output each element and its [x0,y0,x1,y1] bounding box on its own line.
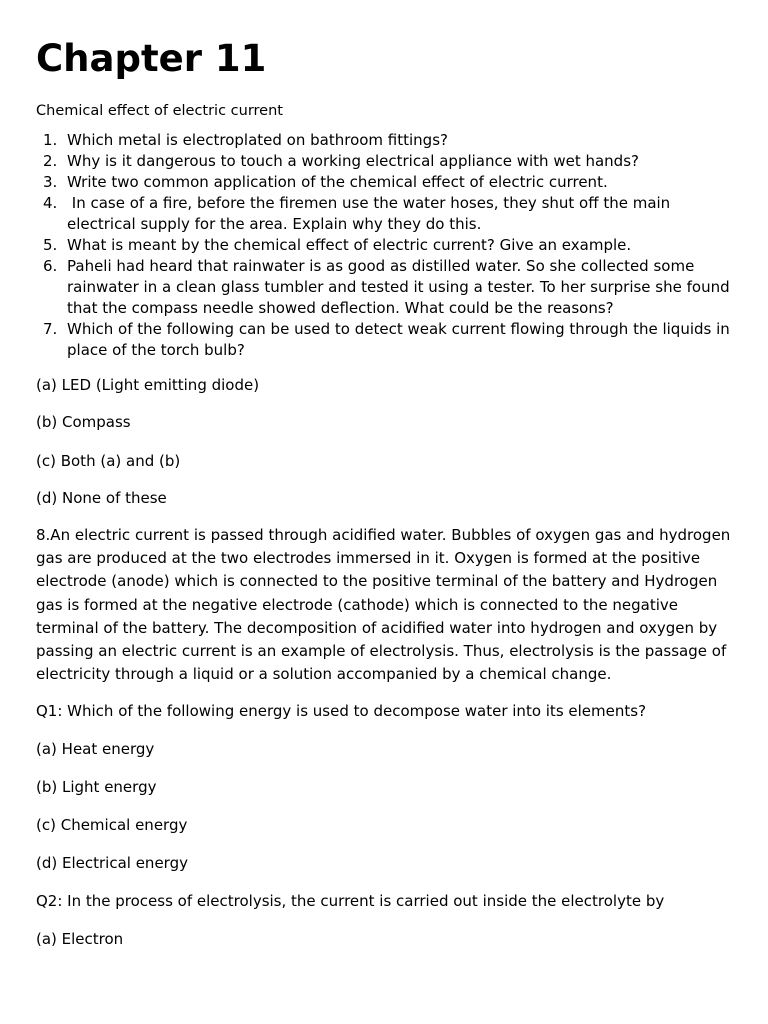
q7-option-c: (c) Both (a) and (b) [36,452,181,470]
question-text: Which of the following can be used to detect weak current flowing through the liquids in place of the torch bulb? [67,320,730,359]
question-item [36,130,732,151]
question-number: 1. [43,131,58,149]
q2-text: Q2: In the process of electrolysis, the current is carried out inside the electrolyte by [36,892,665,911]
q1-option-b: (b) Light energy [36,778,157,797]
question-number: 2. [43,152,58,170]
q1-option-d: (d) Electrical energy [36,854,188,873]
chapter-subtitle: Chemical effect of electric current [36,103,283,119]
question-number: 4. [43,194,58,212]
question-text: Why is it dangerous to touch a working electrical appliance with wet hands? [67,152,639,170]
q7-option-d: (d) None of these [36,489,167,507]
q1-text: Q1: Which of the following energy is used to decompose water into its elements? [36,702,647,721]
q1-option-c: (c) Chemical energy [36,816,188,835]
chapter-title: Chapter 11 [36,37,267,80]
question-text: Paheli had heard that rainwater is as good as distilled water. So she collected some rainwater in a clean glass tumbler and tested it using a tester. To her surprise she found that the compass needle showed deflection. What could be the reasons? [67,257,730,317]
passage-paragraph: 8.An electric current is passed through acidified water. Bubbles of oxygen gas and hydrogen gas are produced at the two electrodes immersed in it. Oxygen is formed at the positive electrode (anode) which is connected to the positive terminal of the battery and Hydrogen gas is formed at the negative electrode (cathode) which is connected to the negative terminal of the battery. The decomposition of acidified water into hydrogen and oxygen by passing an electric current is an example of electrolysis. Thus, electrolysis is the passage of electricity through a liquid or a solution accompanied by a chemical change. [36,526,731,684]
question-item [36,319,732,361]
question-list [36,130,732,361]
question-text: In case of a fire, before the firemen use the water hoses, they shut off the main electrical supply for the area. Explain why they do this. [67,194,675,233]
q1-option-a: (a) Heat energy [36,740,155,759]
q7-option-a: (a) LED (Light emitting diode) [36,376,260,394]
question-item [36,235,732,256]
question-item [36,151,732,172]
question-number: 3. [43,173,58,191]
question-number: 6. [43,257,58,275]
question-text: Which metal is electroplated on bathroom fittings? [67,131,448,149]
question-item [36,193,732,235]
question-text: What is meant by the chemical effect of electric current? Give an example. [67,236,632,254]
question-text: Write two common application of the chemical effect of electric current. [67,173,608,191]
question-number: 7. [43,320,58,338]
q2-option-a: (a) Electron [36,930,124,949]
question-item [36,172,732,193]
q7-option-b: (b) Compass [36,413,131,431]
question-number: 5. [43,236,58,254]
question-item [36,256,732,319]
